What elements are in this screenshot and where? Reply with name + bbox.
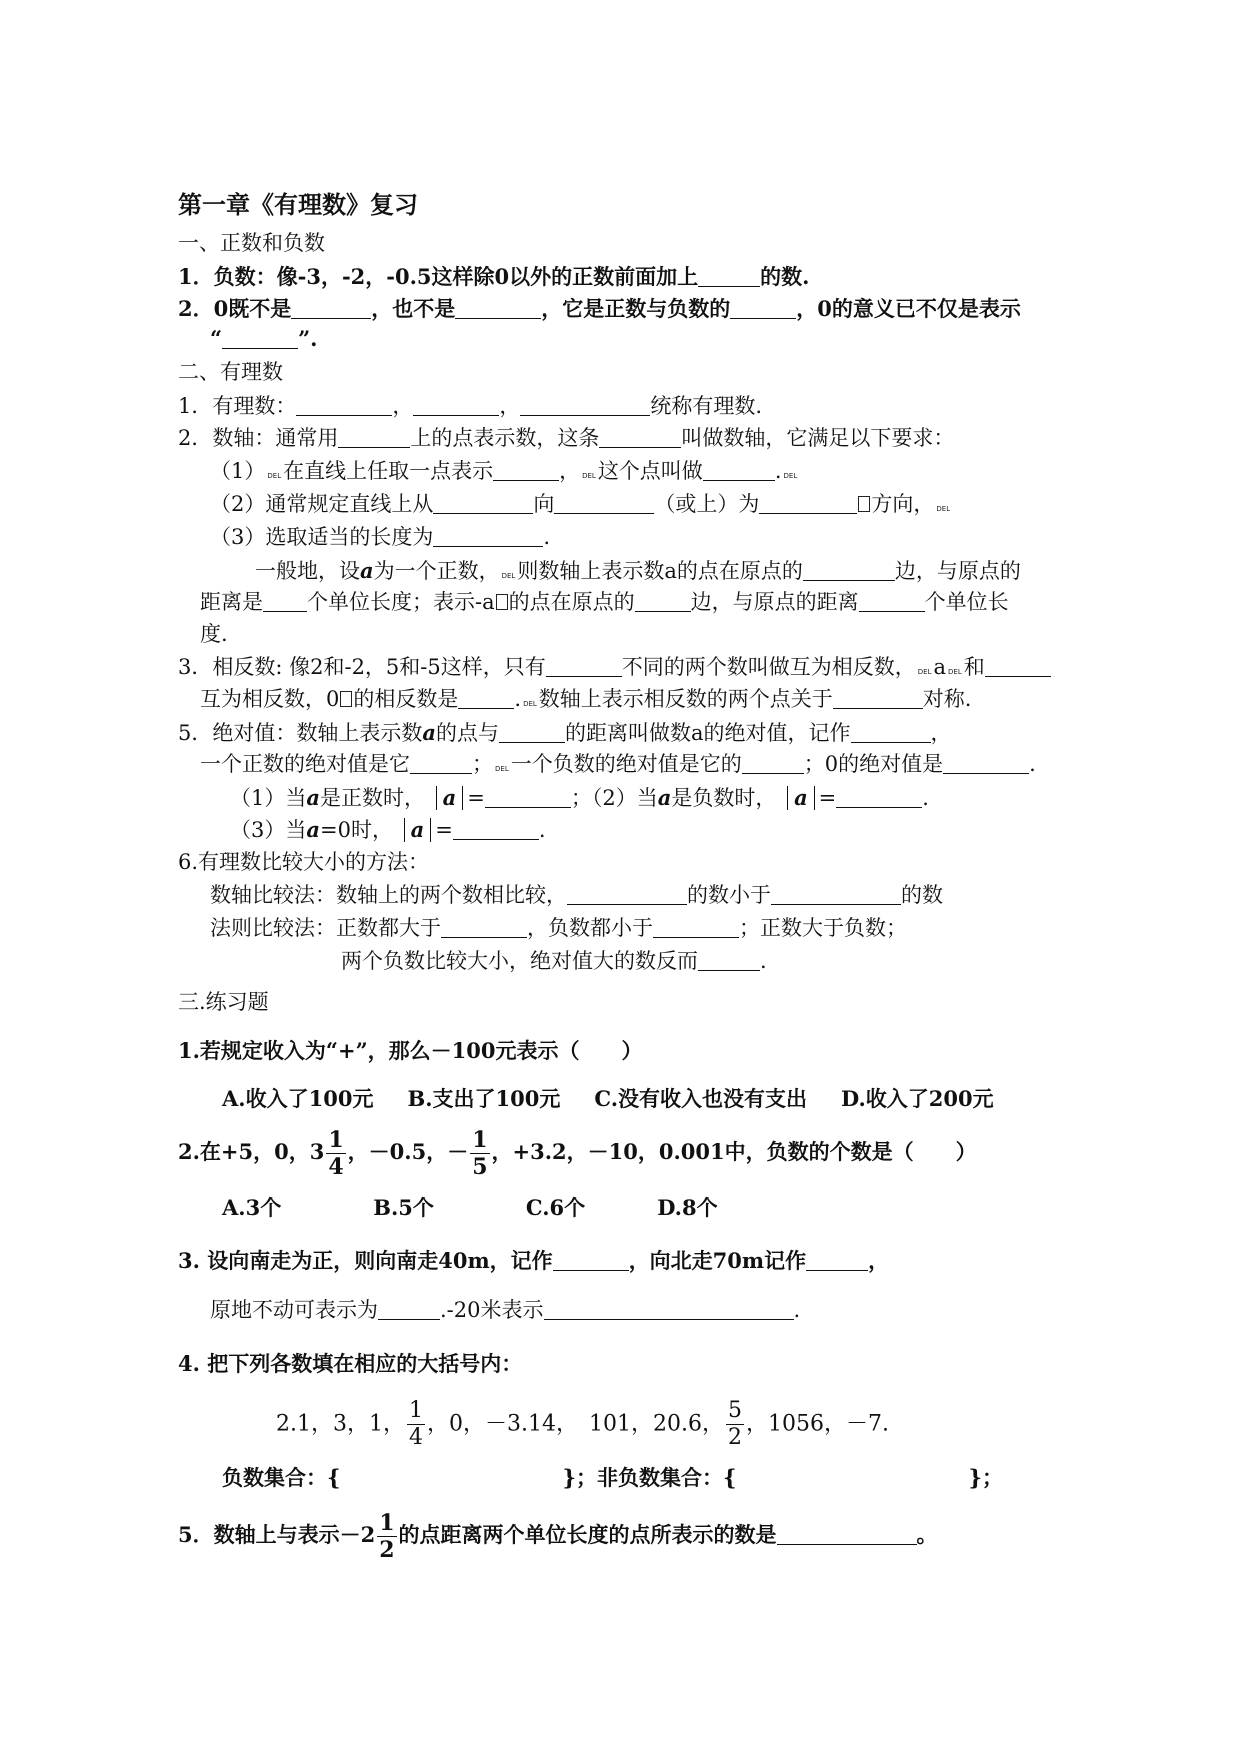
text: .	[538, 818, 546, 842]
s2-requirement-3	[210, 527, 550, 548]
answer-blank[interactable]	[806, 1252, 868, 1271]
text: 2.1，3，1，	[276, 1411, 405, 1437]
answer-blank[interactable]	[985, 658, 1051, 677]
page-title: 第一章《有理数》复习	[178, 190, 418, 219]
text: ，	[930, 721, 952, 745]
del-mark: DEL	[948, 668, 962, 676]
answer-blank[interactable]	[520, 397, 650, 416]
answer-blank[interactable]	[703, 462, 775, 481]
answer-blank[interactable]	[554, 495, 654, 514]
denominator: 4	[408, 1425, 423, 1450]
text: 法则比较法：正数都大于	[210, 916, 441, 940]
text: 的数.	[760, 264, 810, 289]
option-c[interactable]: C.没有收入也没有支出	[594, 1086, 808, 1111]
del-mark: DEL	[917, 668, 932, 676]
s2-abs-cases-1-2	[230, 787, 929, 809]
text: （1）	[210, 459, 266, 483]
answer-blank[interactable]	[635, 593, 691, 612]
text: =	[435, 818, 453, 842]
numerator: 5	[727, 1398, 742, 1423]
practice-4: 4. 把下列各数填在相应的大括号内：	[178, 1351, 523, 1376]
s2-general-line-2	[200, 592, 1009, 613]
text: ，1056，－7.	[745, 1411, 889, 1437]
text: 的距离叫做数a的绝对值，记作	[564, 721, 851, 745]
s2-question-1	[178, 396, 762, 417]
text: .	[774, 459, 782, 483]
answer-blank[interactable]	[410, 755, 472, 774]
s2-question-3-line-2	[200, 689, 971, 710]
text: ，	[559, 459, 581, 483]
answer-blank[interactable]	[833, 690, 923, 709]
s2-requirement-2	[210, 494, 952, 515]
text: ，+3.2，－10，0.001中，负数的个数是（ ）	[491, 1139, 977, 1164]
practice-4-sets	[222, 1467, 1003, 1488]
text: ；0的绝对值是	[803, 752, 944, 776]
practice-1: 1.若规定收入为“+”，那么－100元表示（ ）	[178, 1038, 643, 1063]
text: ，－0.5，－	[347, 1139, 469, 1164]
fraction	[326, 1127, 345, 1180]
answer-blank[interactable]	[698, 268, 760, 287]
fraction	[377, 1510, 396, 1563]
answer-blank[interactable]	[493, 462, 559, 481]
del-mark: DEL	[495, 765, 509, 773]
option-a[interactable]: A.3个	[222, 1195, 282, 1220]
text: 的相反数是	[353, 687, 459, 711]
denominator: 5	[472, 1154, 488, 1180]
practice-2-options	[222, 1197, 718, 1218]
placeholder-box	[496, 594, 508, 610]
answer-blank[interactable]	[836, 789, 922, 808]
answer-blank[interactable]	[759, 495, 857, 514]
text: 3．相反数: 像2和-2，5和-5这样，只有	[178, 655, 546, 679]
answer-blank[interactable]	[803, 562, 895, 581]
practice-5	[178, 1510, 938, 1563]
section-heading-3: 三.练习题	[178, 990, 269, 1014]
text: 原地不动可表示为	[210, 1298, 378, 1322]
text: 的点距离两个单位长度的点所表示的数是	[398, 1522, 777, 1547]
text: ，负数都小于	[527, 916, 653, 940]
answer-blank[interactable]	[943, 755, 1029, 774]
text: }；	[968, 1465, 1004, 1490]
text: .	[1029, 752, 1036, 776]
s2-abs-case-3	[230, 819, 546, 841]
text: ，0，－3.14， 101，20.6，	[426, 1411, 724, 1437]
s2-question-5-line-2	[200, 754, 1036, 775]
variable-a: a	[410, 817, 425, 842]
numerator: 1	[379, 1510, 395, 1536]
answer-blank[interactable]	[458, 690, 514, 709]
text: 2.在+5，0，3	[178, 1139, 325, 1164]
text: （3）当	[230, 818, 307, 842]
s1-question-2-line-2	[210, 328, 317, 349]
variable-a: a	[306, 817, 320, 842]
s2-number-line-method	[210, 885, 943, 906]
numerator: 1	[328, 1127, 344, 1153]
non-negative-set-label: }；非负数集合：{	[562, 1465, 737, 1490]
text: 为一个正数，	[373, 559, 500, 583]
answer-blank[interactable]	[553, 1252, 629, 1271]
absolute-value	[404, 818, 432, 842]
text: 上的点表示数，这条	[410, 426, 600, 450]
answer-blank[interactable]	[453, 821, 539, 840]
text: （1）当	[230, 786, 307, 810]
variable-a: a	[933, 655, 946, 679]
del-mark: DEL	[267, 472, 282, 480]
denominator: 2	[727, 1425, 742, 1450]
section-heading-2: 二、有理数	[178, 360, 283, 384]
variable-a: a	[360, 558, 374, 583]
numerator: 1	[472, 1127, 488, 1153]
text: ”.	[298, 326, 318, 351]
text: 是正数时，	[319, 786, 425, 810]
text: 是负数时，	[671, 786, 777, 810]
text: “	[210, 326, 223, 351]
answer-blank[interactable]	[485, 789, 571, 808]
answer-blank[interactable]	[698, 952, 760, 971]
answer-blank[interactable]	[378, 1301, 440, 1320]
answer-blank[interactable]	[433, 528, 543, 547]
absolute-value	[787, 786, 815, 810]
text: ，0的意义已不仅是表示	[796, 296, 1021, 321]
s2-general-line-3: 度.	[200, 622, 228, 646]
text: =0时，	[319, 818, 393, 842]
variable-a: a	[794, 785, 808, 810]
answer-blank[interactable]	[546, 658, 622, 677]
text: 数轴比较法：数轴上的两个数相比较，	[210, 883, 567, 907]
answer-blank[interactable]	[851, 724, 931, 743]
text: .	[760, 949, 767, 973]
text: 1．负数：像-3，-2，-0.5这样除0以外的正数前面加上	[178, 264, 699, 289]
text: 的数	[901, 883, 943, 907]
del-mark: DEL	[936, 505, 951, 513]
answer-blank[interactable]	[777, 1526, 917, 1545]
text: ，也不是	[371, 296, 456, 321]
text: 5．绝对值：数轴上表示数	[178, 721, 423, 745]
s1-question-2	[178, 298, 1021, 319]
text: 。	[916, 1522, 938, 1547]
text: .	[543, 525, 551, 549]
text: .	[922, 786, 929, 810]
text: （3）选取适当的长度为	[210, 525, 434, 549]
text: ，	[868, 1248, 890, 1273]
variable-a: a	[657, 785, 672, 810]
text: 方向，	[871, 492, 935, 516]
text: 距离是	[200, 590, 263, 614]
s2-negative-compare	[341, 951, 767, 972]
s2-question-3	[178, 657, 1051, 678]
numerator: 1	[408, 1398, 423, 1423]
answer-blank[interactable]	[499, 724, 565, 743]
option-c[interactable]: C.6个	[525, 1195, 586, 1220]
option-d[interactable]: D.收入了200元	[841, 1086, 994, 1111]
option-b[interactable]: B.支出了100元	[407, 1086, 561, 1111]
text: 一个正数的绝对值是它	[200, 752, 410, 776]
text: 的数小于	[687, 883, 771, 907]
s2-question-2	[178, 428, 954, 449]
text: 在直线上任取一点表示	[283, 459, 494, 483]
answer-blank[interactable]	[567, 886, 687, 905]
text: 一般地，设	[255, 559, 360, 583]
s2-question-5	[178, 722, 952, 744]
text: 统称有理数.	[650, 394, 763, 418]
text: ，向北走70m记作	[628, 1248, 807, 1273]
text: 向	[533, 492, 555, 516]
placeholder-box	[340, 691, 352, 707]
text: =	[818, 786, 837, 810]
text: =	[467, 786, 485, 810]
section-heading-1: 一、正数和负数	[178, 231, 325, 255]
text: 对称.	[922, 687, 972, 711]
variable-a: a	[442, 785, 457, 810]
s2-general-line-1	[255, 560, 1021, 582]
answer-blank[interactable]	[338, 429, 410, 448]
text: 数轴上表示相反数的两个点关于	[538, 687, 833, 711]
text: 一个负数的绝对值是它的	[510, 752, 742, 776]
practice-1-options	[222, 1088, 994, 1109]
answer-blank[interactable]	[771, 886, 901, 905]
s2-requirement-1	[210, 461, 799, 482]
text: 两个负数比较大小，绝对值大的数反而	[341, 949, 698, 973]
s2-question-6: 6.有理数比较大小的方法：	[178, 850, 430, 874]
answer-blank[interactable]	[296, 397, 392, 416]
denominator: 2	[379, 1537, 395, 1563]
text: 2．0既不是	[178, 296, 292, 321]
fraction	[407, 1398, 425, 1451]
text: 则数轴上表示数a的点在原点的	[517, 559, 803, 583]
answer-blank[interactable]	[413, 397, 499, 416]
practice-3	[178, 1250, 889, 1271]
text: ；正数大于负数；	[739, 916, 907, 940]
s1-question-1	[178, 266, 809, 287]
answer-blank[interactable]	[859, 593, 925, 612]
text: 互为相反数，0	[200, 687, 340, 711]
text: ；（2）当	[570, 786, 658, 810]
absolute-value	[436, 786, 464, 810]
answer-blank[interactable]	[599, 429, 681, 448]
text: ，	[499, 394, 521, 418]
text: 1．有理数：	[178, 394, 297, 418]
text: 个单位长	[924, 590, 1009, 614]
del-mark: DEL	[501, 572, 516, 580]
text: 个单位长度；表示-a	[307, 590, 495, 614]
text: 叫做数轴，它满足以下要求：	[681, 426, 955, 450]
practice-3-line-2	[210, 1300, 800, 1321]
text: ，它是正数与负数的	[541, 296, 731, 321]
denominator: 4	[328, 1154, 344, 1180]
option-a[interactable]: A.收入了100元	[222, 1086, 374, 1111]
text: 边，与原点的	[894, 559, 1021, 583]
text: ，	[392, 394, 414, 418]
answer-blank[interactable]	[653, 919, 739, 938]
variable-a: a	[306, 785, 320, 810]
option-d[interactable]: D.8个	[657, 1195, 718, 1220]
text: 不同的两个数叫做互为相反数，	[621, 655, 916, 679]
fraction	[470, 1127, 489, 1180]
del-mark: DEL	[582, 472, 596, 480]
text: 这个点叫做	[597, 459, 703, 483]
text: .-20米表示	[440, 1298, 544, 1322]
s2-rule-method	[210, 918, 907, 939]
del-mark: DEL	[523, 700, 537, 708]
practice-2	[178, 1127, 977, 1180]
answer-blank[interactable]	[544, 1301, 794, 1320]
option-b[interactable]: B.5个	[373, 1195, 434, 1220]
text: 3. 设向南走为正，则向南走40m，记作	[178, 1248, 553, 1273]
text: ；	[472, 752, 493, 776]
text: 的点在原点的	[508, 590, 635, 614]
fraction	[726, 1398, 744, 1451]
text: 2．数轴：通常用	[178, 426, 339, 450]
text: 的点与	[435, 721, 499, 745]
answer-blank[interactable]	[730, 300, 796, 319]
answer-blank[interactable]	[263, 593, 307, 612]
text: 边，与原点的距离	[690, 590, 859, 614]
answer-blank[interactable]	[222, 330, 298, 349]
placeholder-box	[858, 496, 870, 512]
text: 5．数轴上与表示－2	[178, 1522, 376, 1547]
text: .	[514, 687, 522, 711]
text: （或上）为	[654, 492, 760, 516]
practice-4-numbers	[276, 1398, 889, 1451]
negative-set-label: 负数集合：{	[222, 1465, 341, 1490]
del-mark: DEL	[783, 472, 798, 480]
answer-blank[interactable]	[291, 300, 371, 319]
text: .	[793, 1298, 801, 1322]
variable-a: a	[422, 720, 436, 745]
answer-blank[interactable]	[441, 919, 527, 938]
answer-blank[interactable]	[742, 755, 804, 774]
text: 和	[963, 655, 985, 679]
answer-blank[interactable]	[455, 300, 541, 319]
text: （2）通常规定直线上从	[210, 492, 434, 516]
answer-blank[interactable]	[433, 495, 533, 514]
